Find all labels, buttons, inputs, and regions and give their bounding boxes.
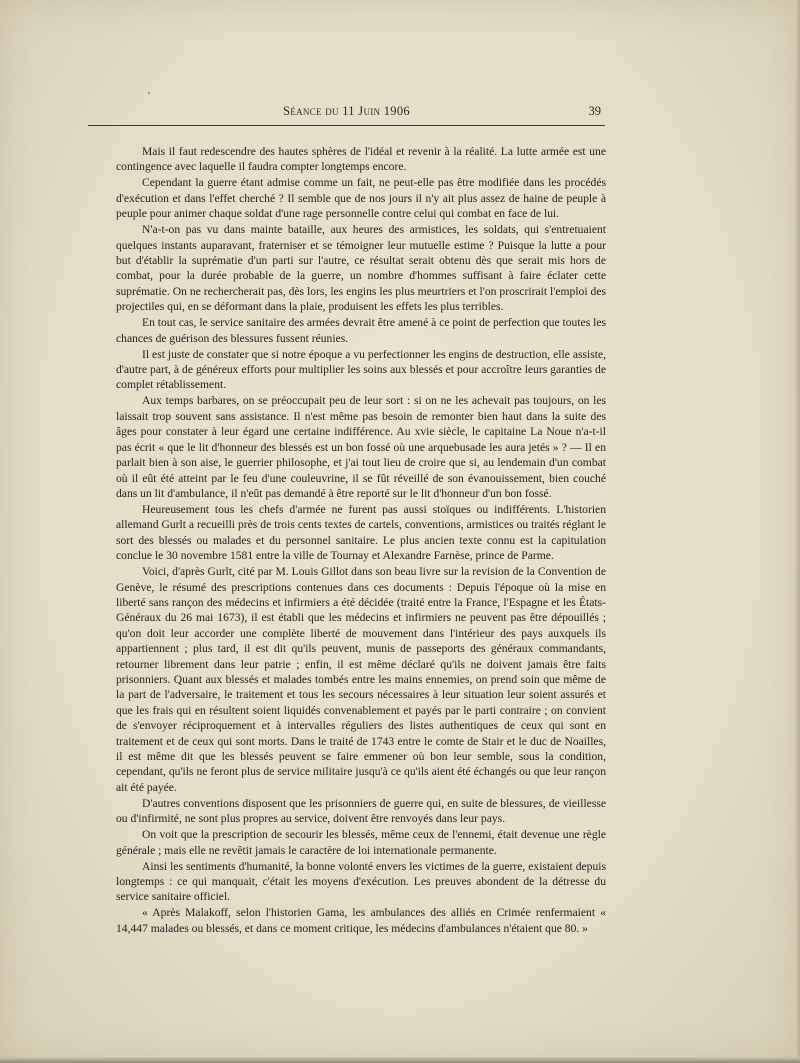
running-title: Séance du 11 Juin 1906 — [283, 104, 410, 118]
paragraph: Heureusement tous les chefs d'armée ne furent pas aussi stoïques ou indifférents. L'historien allemand Gurlt a recueilli près de trois cents textes de cartels, conventions, armistices ou traités réglant le sort des blessés ou malades et du personnel sanitaire. Le plus ancien texte connu est la capitulation conclue le 30 novembre 1581 entre la ville de Tournay et Alexandre Farnèse, prince de Parme. — [116, 502, 606, 563]
paragraph: D'autres conventions disposent que les prisonniers de guerre qui, en suite de blessures, de vieillesse ou d'infirmité, ne sont plus propres au service, doivent être renvoyés dans leur pays. — [116, 796, 606, 826]
paragraph: Cependant la guerre étant admise comme un fait, ne peut-elle pas être modifiée dans les procédés d'exécution et dans l'effet cherché ? Il semble que de nos jours il n'y ait plus assez de haine de peuple à peuple pour animer chaque soldat d'une rage personnelle contre celui qui combat en face de lui. — [116, 176, 606, 221]
paragraph: Aux temps barbares, on se préoccupait peu de leur sort : si on ne les achevait pas toujours, on les laissait trop souvent sans assistance. Il n'est même pas besoin de remonter bien haut dans la suite des âges pour constater à leur égard une certaine indifférence. Au xvie siècle, le capitaine La Noue n'a-t-il pas écrit « que le lit d'honneur des blessés est un bon fossé où une arquebusade les aura jetés » ? — Il en parlait bien à son aise, le guerrier philosophe, et j'ai tout lieu de croire que si, au lendemain d'un combat où il eût été atteint par le feu d'une couleuvrine, il se fût réveillé de son évanouissement, bien couché dans un lit d'ambulance, il n'eût pas demandé à être reporté sur le lit d'honneur d'un bon fossé. — [116, 394, 606, 500]
body-text — [116, 144, 606, 937]
page-number: 39 — [588, 104, 601, 118]
paragraph: Ainsi les sentiments d'humanité, la bonne volonté envers les victimes de la guerre, existaient depuis longtemps : ce qui manquait, c'était les moyens d'exécution. Les preuves abondent de la détresse du service sanitaire officiel. — [116, 859, 606, 904]
page-edge-bottom — [0, 1057, 800, 1063]
paragraph: N'a-t-on pas vu dans mainte bataille, aux heures des armistices, les soldats, qui s'entretuaient quelques instants auparavant, fraterniser et se témoigner leur mutuelle estime ? Puisque la lutte a pour but d'établir la suprématie d'un parti sur l'autre, ce résultat serait obtenu dès que serait mis hors de combat, pour la durée probable de la guerre, un nombre d'hommes suffisant à faire éclater cette suprématie. On ne rechercherait pas, dès lors, les engins les plus meurtriers et l'on proscrirait l'emploi des projectiles qui, en se déformant dans la plaie, produisent les effets les plus terribles. — [116, 223, 606, 314]
page-header — [88, 104, 605, 124]
paragraph: On voit que la prescription de secourir les blessés, même ceux de l'ennemi, était devenue une règle générale ; mais elle ne revêtit jamais le caractère de loi internationale permanente. — [116, 828, 606, 857]
paragraph: En tout cas, le service sanitaire des armées devrait être amené à ce point de perfection que toutes les chances de guérison des blessures fussent réunies. — [116, 316, 606, 345]
paragraph: Voici, d'après Gurlt, cité par M. Louis Gillot dans son beau livre sur la revision de la Convention de Genève, le résumé des prescriptions contenues dans ces documents : Depuis l'époque où la mise en liberté sans rançon des médecins et infirmiers a été décidée (traité entre la France, l'Espagne et les États-Généraux du 26 mai 1673), il est établi que les médecins et infirmiers ne peuvent pas être dépouillés ; qu'on doit leur accorder une complète liberté de mouvement dans l'intérieur des pays auxquels ils appartiennent ; plus tard, il est dit qu'ils peuvent, munis de passeports des généraux commandants, retourner librement dans leur patrie ; enfin, il est même déclaré qu'ils ne doivent jamais être faits prisonniers. Quant aux blessés et malades tombés entre les mains ennemies, on prend soin que même de la part de l'adversaire, le traitement et tous les secours nécessaires à leur situation leur soient assurés et que les frais qui en résultent soient liquidés convenablement et payés par le parti contraire ; on convient de s'envoyer réciproquement et à intervalles réguliers des listes authentiques de ceux qui sont en traitement et de ceux qui sont morts. Dans le traité de 1743 entre le comte de Stair et le duc de Noailles, il est même dit que les blessés peuvent se faire emmener où bon leur semble, sous la condition, cependant, qu'ils ne feront plus de service militaire jusqu'à ce qu'ils aient été échangés ou que leur rançon ait été payée. — [116, 565, 606, 794]
paragraph: Mais il faut redescendre des hautes sphères de l'idéal et revenir à la réalité. La lutte armée est une contingence avec laquelle il faudra compter longtemps encore. — [116, 145, 606, 174]
page-edge-right — [794, 0, 800, 1063]
header-rule — [88, 125, 605, 126]
paper-speck — [148, 92, 150, 94]
paragraph: Il est juste de constater que si notre époque a vu perfectionner les engins de destruction, elle assiste, d'autre part, à de généreux efforts pour multiplier les soins aux blessés et pour accroître leurs garanties de complet rétablissement. — [116, 347, 606, 392]
paragraph: « Après Malakoff, selon l'historien Gama, les ambulances des alliés en Crimée renfermaient « 14,447 malades ou blessés, et dans ce moment critique, les médecins d'ambulances n'étaient que 80. » — [116, 906, 606, 935]
